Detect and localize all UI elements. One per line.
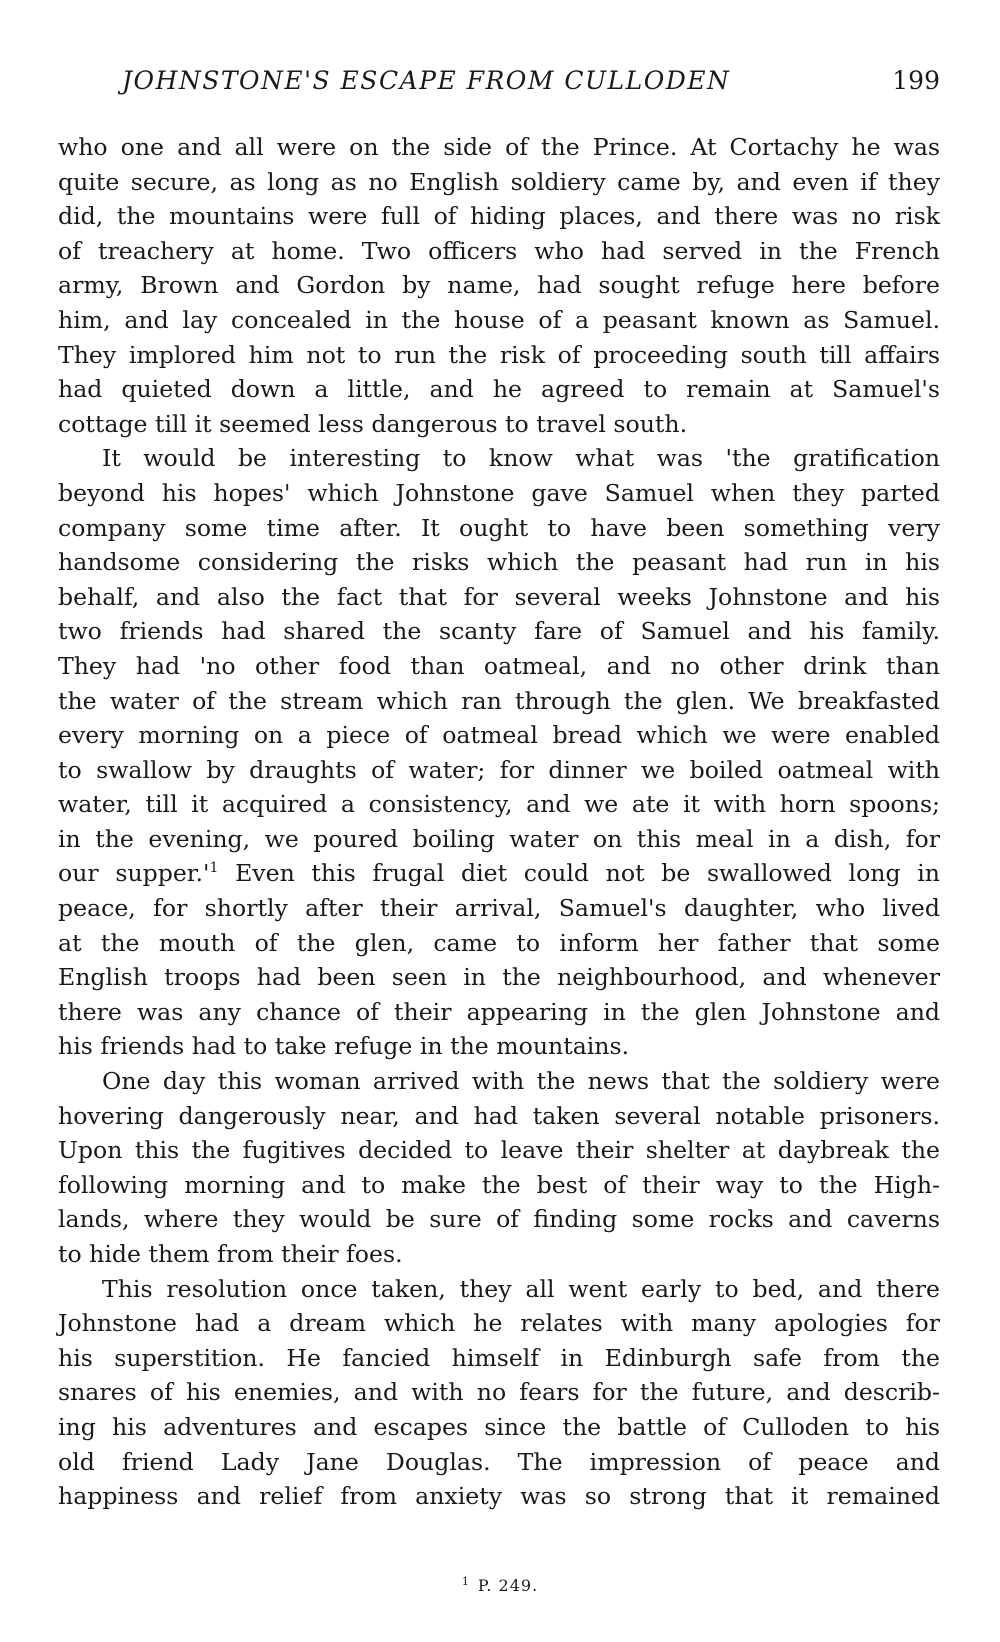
paragraph-3: [58, 1064, 940, 1272]
text-line: company some time after. It ought to have been something very: [58, 513, 940, 542]
text-line: army, Brown and Gordon by name, had sought refuge here before: [58, 271, 940, 300]
text-line: did, the mountains were full of hiding places, and there was no risk: [58, 202, 940, 231]
text-line: They had 'no other food than oatmeal, and no other drink than: [58, 651, 940, 680]
page-header: [58, 66, 940, 106]
text-line: happiness and relief from anxiety was so strong that it remained: [58, 1482, 940, 1511]
text-line: his superstition. He fancied himself in Edinburgh safe from the: [58, 1343, 940, 1372]
text-line: old friend Lady Jane Douglas. The impression of peace and: [58, 1447, 940, 1476]
text-line: behalf, and also the fact that for several weeks Johnstone and his: [58, 582, 940, 611]
text-fragment: our supper.': [58, 859, 210, 888]
text-line: hovering dangerously near, and had taken several notable prisoners.: [58, 1101, 940, 1130]
text-line: the water of the stream which ran through the glen. We breakfasted: [58, 686, 940, 715]
text-line: They implored him not to run the risk of proceeding south till affairs: [58, 340, 940, 369]
text-line: every morning on a piece of oatmeal bread which we were enabled: [58, 721, 940, 750]
text-line: handsome considering the risks which the peasant had run in his: [58, 548, 940, 577]
page-number: 199: [892, 66, 940, 95]
body-text: [58, 130, 940, 1514]
footnote-reference[interactable]: 1: [209, 860, 219, 877]
footnote-mark: 1: [461, 1574, 470, 1588]
paragraph-1: [58, 130, 940, 441]
running-title: JOHNSTONE'S ESCAPE FROM CULLODEN: [122, 66, 731, 95]
text-line: there was any chance of their appearing in the glen Johnstone and: [58, 997, 940, 1026]
text-line: Upon this the fugitives decided to leave their shelter at daybreak the: [58, 1136, 940, 1165]
text-line: peace, for shortly after their arrival, Samuel's daughter, who lived: [58, 894, 940, 923]
text-line: snares of his enemies, and with no fears for the future, and describ-: [58, 1378, 940, 1407]
text-line: Johnstone had a dream which he relates with many apologies for: [58, 1309, 940, 1338]
text-line: This resolution once taken, they all went early to bed, and there: [102, 1274, 940, 1303]
text-line: It would be interesting to know what was 'the gratification: [102, 444, 940, 473]
text-line: One day this woman arrived with the news that the soldiery were: [102, 1067, 940, 1096]
text-line: beyond his hopes' which Johnstone gave Samuel when they parted: [58, 478, 940, 507]
text-line: lands, where they would be sure of finding some rocks and caverns: [58, 1205, 940, 1234]
text-line: in the evening, we poured boiling water on this meal in a dish, for: [58, 824, 940, 853]
paragraph-2: [58, 441, 940, 1064]
text-line: English troops had been seen in the neighbourhood, and whenever: [58, 963, 940, 992]
text-line: of treachery at home. Two officers who had served in the French: [58, 236, 940, 265]
footnote: [0, 1576, 1000, 1595]
text-line: at the mouth of the glen, came to inform her father that some: [58, 928, 940, 957]
text-line: to hide them from their foes.: [58, 1240, 403, 1268]
text-fragment: Even this frugal diet could not be swallowed long in: [218, 859, 940, 888]
text-line-with-footnote: [58, 856, 940, 891]
text-line: who one and all were on the side of the Prince. At Cortachy he was: [58, 133, 940, 161]
paragraph-4: [58, 1272, 940, 1514]
text-line: ing his adventures and escapes since the battle of Culloden to his: [58, 1412, 940, 1441]
text-line: cottage till it seemed less dangerous to travel south.: [58, 409, 688, 438]
text-line: quite secure, as long as no English soldiery came by, and even if they: [58, 167, 940, 196]
text-line: his friends had to take refuge in the mountains.: [58, 1032, 630, 1061]
text-line: him, and lay concealed in the house of a peasant known as Samuel.: [58, 305, 940, 334]
text-line: water, till it acquired a consistency, and we ate it with horn spoons;: [58, 790, 940, 819]
text-line: had quieted down a little, and he agreed to remain at Samuel's: [58, 375, 940, 404]
text-line: two friends had shared the scanty fare of Samuel and his family.: [58, 617, 940, 646]
footnote-text: P. 249.: [477, 1576, 539, 1595]
text-line: following morning and to make the best of their way to the High-: [58, 1170, 940, 1199]
text-line: to swallow by draughts of water; for dinner we boiled oatmeal with: [58, 755, 940, 784]
